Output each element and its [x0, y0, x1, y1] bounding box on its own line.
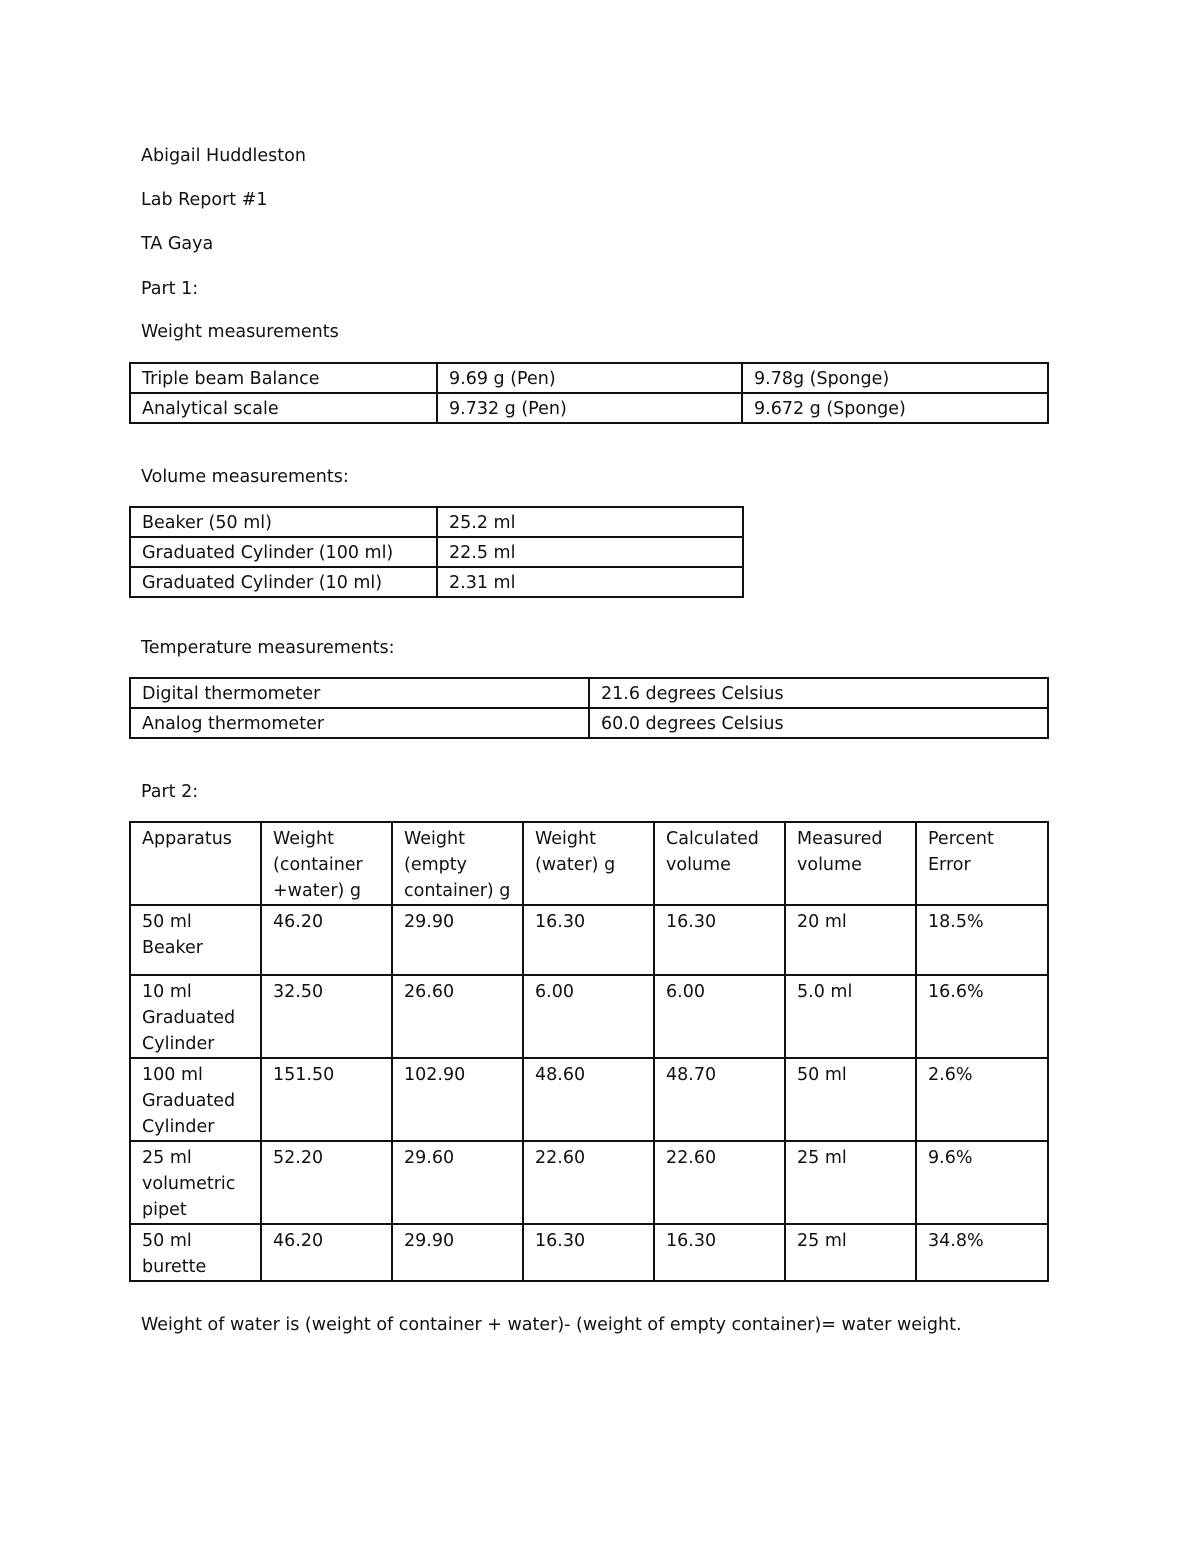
part2-table — [129, 821, 1049, 1282]
table-cell: Graduated Cylinder (10 ml) — [130, 567, 437, 597]
author-name: Abigail Huddleston — [141, 146, 306, 166]
table-row — [130, 678, 1048, 708]
table-cell: Analog thermometer — [130, 708, 589, 738]
table-cell: Beaker (50 ml) — [130, 507, 437, 537]
table-cell: 16.30 — [654, 1224, 785, 1281]
table-row — [130, 1058, 1048, 1141]
weight-heading: Weight measurements — [141, 322, 339, 342]
table-header-row — [130, 822, 1048, 905]
table-cell: 16.30 — [523, 1224, 654, 1281]
table-cell: 102.90 — [392, 1058, 523, 1141]
table-row — [130, 708, 1048, 738]
table-cell: 5.0 ml — [785, 975, 916, 1058]
table-row — [130, 1141, 1048, 1224]
temperature-heading: Temperature measurements: — [141, 638, 395, 658]
table-row — [130, 1224, 1048, 1281]
table-cell: Digital thermometer — [130, 678, 589, 708]
table-row — [130, 905, 1048, 975]
table-cell: 25.2 ml — [437, 507, 743, 537]
table-cell: 29.90 — [392, 1224, 523, 1281]
table-cell: 6.00 — [523, 975, 654, 1058]
table-cell: 29.60 — [392, 1141, 523, 1224]
column-header: Weight (water) g — [523, 822, 654, 905]
table-cell: 48.60 — [523, 1058, 654, 1141]
table-row — [130, 507, 743, 537]
footer-note: Weight of water is (weight of container + water)- (weight of empty container)= water weight. — [141, 1315, 962, 1335]
column-header: Calculated volume — [654, 822, 785, 905]
table-cell: Triple beam Balance — [130, 363, 437, 393]
volume-table — [129, 506, 744, 598]
table-cell: 2.31 ml — [437, 567, 743, 597]
part2-heading: Part 2: — [141, 782, 199, 802]
table-cell: 52.20 — [261, 1141, 392, 1224]
table-cell: 46.20 — [261, 1224, 392, 1281]
table-cell: 48.70 — [654, 1058, 785, 1141]
table-cell: 25 ml — [785, 1224, 916, 1281]
weight-table — [129, 362, 1049, 424]
table-cell: 16.6% — [916, 975, 1048, 1058]
ta-name: TA Gaya — [141, 234, 214, 254]
table-row — [130, 363, 1048, 393]
table-cell: 46.20 — [261, 905, 392, 975]
table-cell: 151.50 — [261, 1058, 392, 1141]
table-cell: 9.78g (Sponge) — [742, 363, 1048, 393]
table-cell: 9.732 g (Pen) — [437, 393, 742, 423]
table-cell: 32.50 — [261, 975, 392, 1058]
column-header: Apparatus — [130, 822, 261, 905]
table-row — [130, 567, 743, 597]
table-cell: 50 ml — [785, 1058, 916, 1141]
table-cell: Analytical scale — [130, 393, 437, 423]
table-cell: 100 ml Graduated Cylinder — [130, 1058, 261, 1141]
table-cell: 25 ml — [785, 1141, 916, 1224]
column-header: Weight (container +water) g — [261, 822, 392, 905]
part1-heading: Part 1: — [141, 279, 199, 299]
table-cell: 10 ml Graduated Cylinder — [130, 975, 261, 1058]
table-cell: Graduated Cylinder (100 ml) — [130, 537, 437, 567]
table-row — [130, 393, 1048, 423]
table-cell: 60.0 degrees Celsius — [589, 708, 1048, 738]
table-cell: 16.30 — [654, 905, 785, 975]
table-cell: 50 ml Beaker — [130, 905, 261, 975]
table-cell: 18.5% — [916, 905, 1048, 975]
temperature-table — [129, 677, 1049, 739]
table-cell: 22.5 ml — [437, 537, 743, 567]
table-cell: 22.60 — [523, 1141, 654, 1224]
column-header: Weight (empty container) g — [392, 822, 523, 905]
table-cell: 9.6% — [916, 1141, 1048, 1224]
column-header: Percent Error — [916, 822, 1048, 905]
table-cell: 16.30 — [523, 905, 654, 975]
table-cell: 6.00 — [654, 975, 785, 1058]
table-cell: 26.60 — [392, 975, 523, 1058]
table-cell: 29.90 — [392, 905, 523, 975]
report-title: Lab Report #1 — [141, 190, 268, 210]
volume-heading: Volume measurements: — [141, 467, 349, 487]
table-cell: 50 ml burette — [130, 1224, 261, 1281]
table-cell: 20 ml — [785, 905, 916, 975]
table-cell: 34.8% — [916, 1224, 1048, 1281]
table-row — [130, 975, 1048, 1058]
table-cell: 22.60 — [654, 1141, 785, 1224]
column-header: Measured volume — [785, 822, 916, 905]
table-cell: 9.69 g (Pen) — [437, 363, 742, 393]
table-cell: 2.6% — [916, 1058, 1048, 1141]
table-cell: 25 ml volumetric pipet — [130, 1141, 261, 1224]
table-row — [130, 537, 743, 567]
table-cell: 21.6 degrees Celsius — [589, 678, 1048, 708]
table-cell: 9.672 g (Sponge) — [742, 393, 1048, 423]
